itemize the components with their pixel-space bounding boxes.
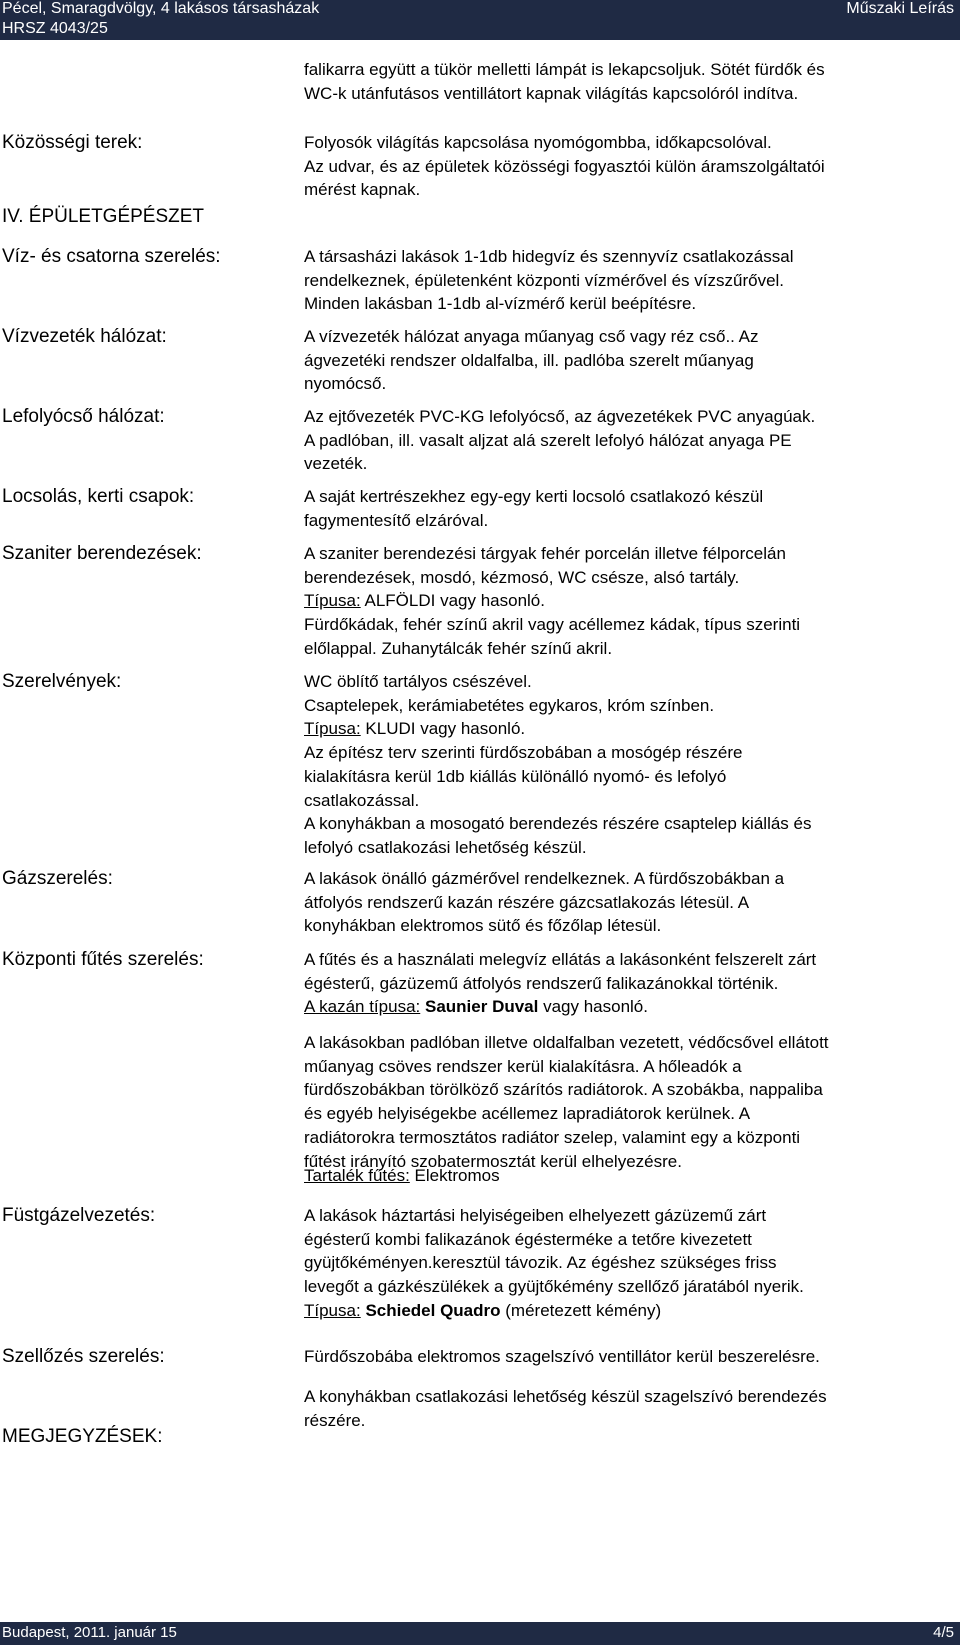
text-line: fürdőszobákban törölköző szárítós radiátorok. A szobákba, nappaliba (304, 1080, 823, 1100)
type-line (304, 717, 954, 741)
text-line: A lakások háztartási helyiségeiben elhelyezett gázüzemű zárt (304, 1206, 767, 1225)
paragraph-kitchen-hood (304, 1385, 954, 1432)
text-line: A padlóban, ill. vasalt aljzat alá szerelt lefolyó hálózat anyaga PE (304, 430, 792, 450)
text-line: konyhákban elektromos sütő és főzőlap létesül. (304, 916, 662, 936)
type-line (304, 1164, 954, 1188)
text-line: részére. (304, 1410, 366, 1430)
text-line: nyomócső. (304, 374, 387, 394)
text-line: WC-k utánfutásos ventillátort kapnak világítás kapcsolóról indítva. (304, 83, 799, 103)
text-line: levegőt a gázkészülékek a gyüjtőkémény szellőző járatából nyerik. (304, 1277, 804, 1297)
paragraph-gas (304, 867, 954, 938)
text-line: Csaptelepek, kerámiabetétes egykaros, króm színben. (304, 695, 715, 715)
text-line: égésterű kombi falikazánok égésterméke a tetőre kivezetett (304, 1229, 752, 1249)
type-line (304, 1299, 954, 1323)
header-lot: HRSZ 4043/25 (2, 20, 108, 37)
type-line (304, 589, 954, 613)
type-value: KLUDI vagy hasonló. (360, 719, 526, 739)
paragraph-flue (304, 1204, 954, 1323)
type-value: vagy hasonló. (538, 997, 648, 1017)
text-line: lefolyó csatlakozási lehetőség készül. (304, 837, 587, 857)
header-project: Pécel, Smaragdvölgy, 4 lakásos társasházak (2, 0, 320, 17)
label-futes: Központi fűtés szerelés: (2, 949, 204, 970)
text-line: ágvezetéki rendszer oldalfalba, ill. padlóba szerelt műanyag (304, 350, 754, 370)
type-label: A kazán típusa: (304, 997, 421, 1017)
paragraph-ventilation (304, 1345, 954, 1369)
type-brand: Schiedel Quadro (365, 1300, 501, 1320)
text-line: égésterű, gázüzemű átfolyós rendszerű falikazánokkal történik. (304, 973, 779, 993)
type-line (304, 995, 954, 1019)
footer-place-date: Budapest, 2011. január 15 (2, 1624, 177, 1641)
text-line: fűtést irányító szobatermosztát kerül elhelyezésre. (304, 1151, 682, 1171)
label-megjegyzesek: MEGJEGYZÉSEK: (2, 1426, 163, 1447)
paragraph-lighting-bath (304, 58, 954, 105)
text-line: Az építész terv szerinti fürdőszobában a mosógép részére (304, 743, 743, 763)
text-line: A konyhákban a mosogató berendezés részére csaptelep kiállás és (304, 814, 812, 834)
type-label: Típusa: (304, 1300, 361, 1320)
section-heading: IV. ÉPÜLETGÉPÉSZET (2, 206, 205, 227)
text-line: radiátorokra termosztátos radiátor szelep, valamint egy a központi (304, 1127, 801, 1147)
type-value: (méretezett kémény) (500, 1300, 662, 1320)
paragraph-heating (304, 948, 954, 1019)
text-line: berendezések, mosdó, kézmosó, WC csésze, alsó tartály. (304, 567, 740, 587)
page-footer (0, 1622, 960, 1645)
text-line: műanyag csöves rendszer kerül kialakításra. A hőleadók a (304, 1056, 742, 1076)
paragraph-sanitary (304, 542, 954, 661)
text-line: előlappal. Zuhanytálcák fehér színű akril. (304, 638, 613, 658)
header-doc-title: Műszaki Leírás (846, 0, 954, 17)
text-line: A lakásokban padlóban illetve oldalfalban vezetett, védőcsővel ellátott (304, 1033, 829, 1052)
type-brand: Saunier Duval (424, 997, 539, 1017)
type-value: ALFÖLDI vagy hasonló. (360, 591, 545, 611)
text-line: átfolyós rendszerű kazán részére gázcsatlakozás létesül. A (304, 892, 750, 912)
text-line: gyüjtőkéményen.keresztül távozik. Az égéshez szükséges friss (304, 1253, 777, 1273)
paragraph-heating-system (304, 1031, 954, 1173)
text-line: A fűtés és a használati melegvíz ellátás a lakásonként felszerelt zárt (304, 950, 817, 969)
text-line: A társasházi lakások 1-1db hidegvíz és szennyvíz csatlakozással (304, 247, 794, 266)
label-viz-csatorna: Víz- és csatorna szerelés: (2, 246, 221, 267)
text-line: fagymentesítő elzáróval. (304, 510, 489, 530)
text-line: és egyéb helyiségekbe acéllemez lapradiátorok kerülnek. A (304, 1104, 751, 1124)
type-label: Tartalék fűtés: (304, 1166, 410, 1185)
paragraph-fittings (304, 670, 954, 860)
text-line: vezeték. (304, 454, 368, 474)
label-lefolyo: Lefolyócső hálózat: (2, 406, 165, 427)
text-line: A saját kertrészekhez egy-egy kerti locsoló csatlakozó készül (304, 487, 764, 506)
text-line: A lakások önálló gázmérővel rendelkeznek. A fürdőszobákban a (304, 869, 785, 888)
text-line: Az udvar, és az épületek közösségi fogyasztói külön áramszolgáltatói (304, 156, 825, 176)
text-line: Fürdőszobába elektromos szagelszívó ventillátor kerül beszerelésre. (304, 1347, 820, 1366)
paragraph-backup-heating (304, 1164, 954, 1188)
label-vizvezetek: Vízvezeték hálózat: (2, 326, 167, 347)
text-line: kialakításra kerül 1db kiállás különálló nyomó- és lefolyó (304, 766, 727, 786)
text-line: Folyosók világítás kapcsolása nyomógombba, időkapcsolóval. (304, 133, 772, 152)
label-szerelvenyek: Szerelvények: (2, 671, 122, 692)
text-line: A vízvezeték hálózat anyaga műanyag cső vagy réz cső.. Az (304, 327, 759, 346)
label-gaz: Gázszerelés: (2, 868, 113, 889)
paragraph-common-areas (304, 131, 954, 202)
label-szaniter: Szaniter berendezések: (2, 543, 202, 564)
text-line: A konyhákban csatlakozási lehetőség készül szagelszívó berendezés (304, 1387, 827, 1406)
text-line: WC öblítő tartályos csészével. (304, 672, 532, 691)
type-value: Elektromos (409, 1166, 500, 1185)
text-line: csatlakozással. (304, 790, 420, 810)
label-fustgaz: Füstgázelvezetés: (2, 1205, 156, 1226)
page-number: 4/5 (933, 1624, 954, 1641)
label-kozossegi: Közösségi terek: (2, 132, 143, 153)
text-line: mérést kapnak. (304, 180, 421, 200)
text-line: falikarra együtt a tükör melletti lámpát is lekapcsoljuk. Sötét fürdők és (304, 60, 825, 79)
text-line: Minden lakásban 1-1db al-vízmérő kerül beépítésre. (304, 294, 697, 314)
text-line: rendelkeznek, épületenként központi vízmérővel és vízszűrővel. (304, 270, 785, 290)
text-line: Az ejtővezeték PVC-KG lefolyócső, az ágvezetékek PVC anyagúak. (304, 407, 816, 426)
paragraph-water-network (304, 325, 954, 396)
label-szellozes: Szellőzés szerelés: (2, 1346, 165, 1367)
text-line: Fürdőkádak, fehér színű akril vagy acéllemez kádak, típus szerinti (304, 615, 801, 635)
label-locsolas: Locsolás, kerti csapok: (2, 486, 195, 507)
text-line: A szaniter berendezési tárgyak fehér porcelán illetve félporcelán (304, 544, 786, 563)
type-label: Típusa: (304, 719, 361, 739)
paragraph-drain-network (304, 405, 954, 476)
paragraph-water-sewer (304, 245, 954, 316)
paragraph-garden-taps (304, 485, 954, 532)
type-label: Típusa: (304, 591, 361, 611)
page-header (0, 0, 960, 40)
